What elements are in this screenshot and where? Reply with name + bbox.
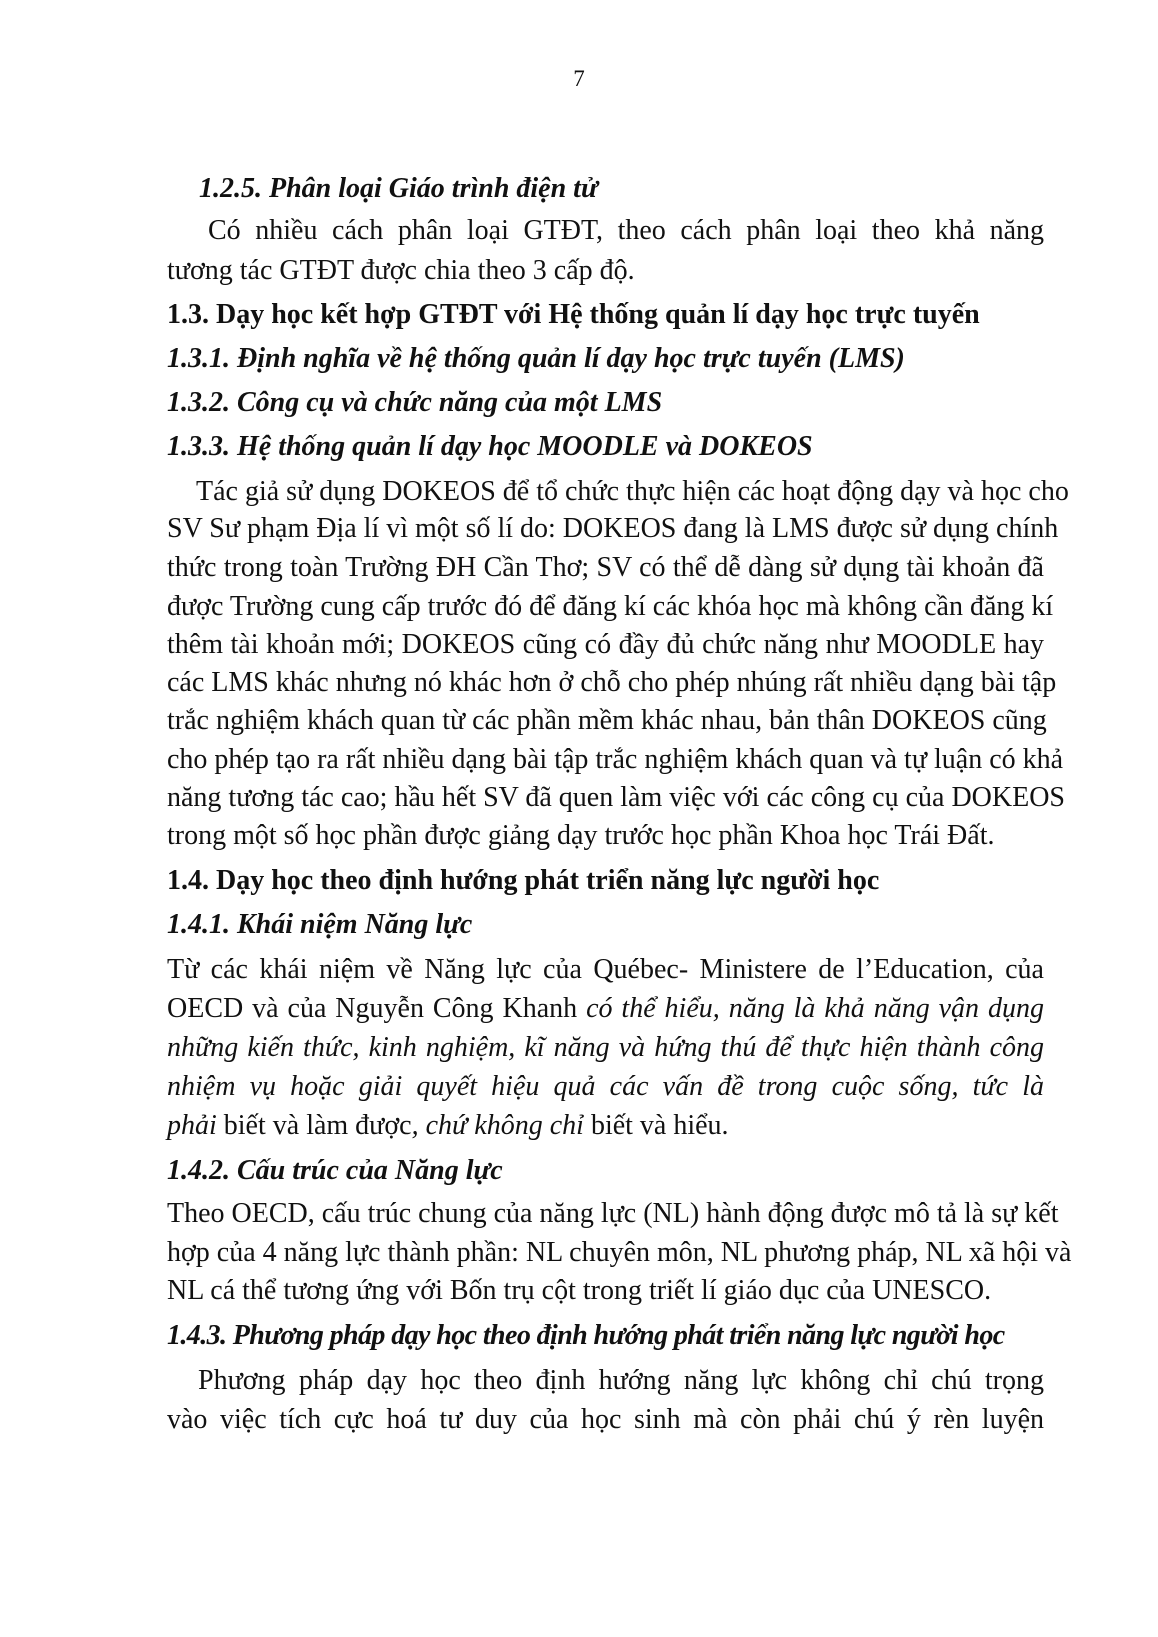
page-number: 7 — [573, 66, 585, 91]
italic-text-run: có thể hiểu, năng là khả năng vận dụng — [586, 993, 1044, 1024]
heading-1-3-1: 1.3.1. Định nghĩa về hệ thống quản lí dạy học trực tuyến (LMS) — [167, 343, 905, 374]
heading-1-4-3: 1.4.3. Phương pháp dạy học theo định hướng phát triển năng lực người học — [167, 1320, 1005, 1351]
paragraph-line — [167, 991, 1044, 1027]
paragraph-line — [167, 1108, 1044, 1144]
heading-1-4-2: 1.4.2. Cấu trúc của Năng lực — [167, 1155, 503, 1186]
paragraph-line: NL cá thể tương ứng với Bốn trụ cột trong triết lí giáo dục của UNESCO. — [167, 1275, 992, 1306]
paragraph-line: Theo OECD, cấu trúc chung của năng lực (NL) hành động được mô tả là sự kết — [167, 1198, 1059, 1229]
paragraph-line: các LMS khác nhưng nó khác hơn ở chỗ cho phép nhúng rất nhiều dạng bài tập — [167, 667, 1057, 698]
text-run: biết và hiểu. — [583, 1110, 729, 1141]
paragraph-line: hợp của 4 năng lực thành phần: NL chuyên môn, NL phương pháp, NL xã hội và — [167, 1237, 1072, 1268]
paragraph-line: năng tương tác cao; hầu hết SV đã quen làm việc với các công cụ của DOKEOS — [167, 782, 1065, 813]
heading-1-4-1: 1.4.1. Khái niệm Năng lực — [167, 909, 473, 940]
heading-1-3-3: 1.3.3. Hệ thống quản lí dạy học MOODLE và DOKEOS — [167, 431, 813, 462]
paragraph-line: thức trong toàn Trường ĐH Cần Thơ; SV có thể dễ dàng sử dụng tài khoản đã — [167, 552, 1044, 583]
paragraph-line: cho phép tạo ra rất nhiều dạng bài tập trắc nghiệm khách quan và tự luận có khả — [167, 744, 1064, 775]
paragraph-line: trắc nghiệm khách quan từ các phần mềm khác nhau, bản thân DOKEOS cũng — [167, 705, 1047, 736]
italic-text-run: phải — [167, 1110, 217, 1141]
heading-1-2-5: 1.2.5. Phân loại Giáo trình điện tử — [199, 173, 598, 204]
paragraph-line: SV Sư phạm Địa lí vì một số lí do: DOKEOS đang là LMS được sử dụng chính — [167, 513, 1059, 544]
heading-1-3-2: 1.3.2. Công cụ và chức năng của một LMS — [167, 387, 663, 418]
paragraph-line: vào việc tích cực hoá tư duy của học sinh mà còn phải chú ý rèn luyện — [167, 1404, 1044, 1435]
paragraph-line: Từ các khái niệm về Năng lực của Québec- Ministere de l’Education, của — [167, 954, 1044, 985]
paragraph-line: trong một số học phần được giảng dạy trước học phần Khoa học Trái Đất. — [167, 820, 995, 851]
text-run: OECD và của Nguyễn Công Khanh — [167, 993, 587, 1024]
paragraph-line: tương tác GTĐT được chia theo 3 cấp độ. — [167, 255, 635, 286]
italic-text-run: , chứ không chỉ — [411, 1110, 584, 1141]
paragraph-line: được Trường cung cấp trước đó để đăng kí các khóa học mà không cần đăng kí — [167, 591, 1054, 622]
heading-1-4: 1.4. Dạy học theo định hướng phát triển năng lực người học — [167, 865, 880, 896]
paragraph-line: Tác giả sử dụng DOKEOS để tổ chức thực hiện các hoạt động dạy và học cho — [196, 476, 1069, 507]
paragraph-line: Có nhiều cách phân loại GTĐT, theo cách phân loại theo khả năng — [208, 215, 1044, 246]
paragraph-line: Phương pháp dạy học theo định hướng năng lực không chỉ chú trọng — [198, 1365, 1044, 1396]
paragraph-line: nhiệm vụ hoặc giải quyết hiệu quả các vấn đề trong cuộc sống, tức là — [167, 1071, 1044, 1102]
paragraph-line: những kiến thức, kinh nghiệm, kĩ năng và hứng thú để thực hiện thành công — [167, 1032, 1044, 1063]
heading-1-3: 1.3. Dạy học kết hợp GTĐT với Hệ thống quản lí dạy học trực tuyến — [167, 299, 980, 330]
paragraph-line: thêm tài khoản mới; DOKEOS cũng có đầy đủ chức năng như MOODLE hay — [167, 629, 1044, 660]
text-run: biết và làm được — [216, 1110, 412, 1141]
